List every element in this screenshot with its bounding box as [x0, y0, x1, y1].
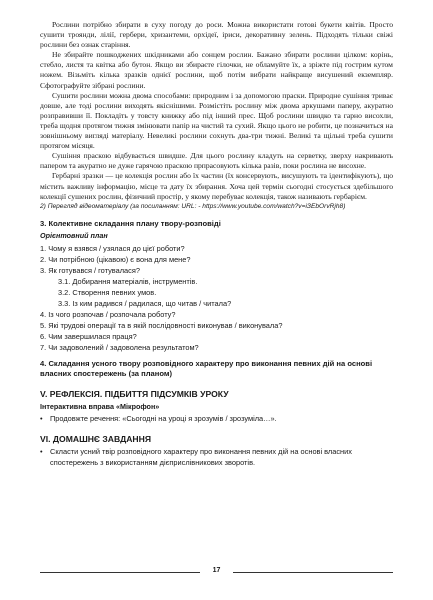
plan-item: 5. Які трудові операції та в якій послідовності виконував / виконувала?: [40, 320, 283, 330]
bullet-icon: •: [40, 413, 43, 423]
page-footer: [40, 566, 393, 578]
bullet-icon: •: [40, 447, 43, 457]
homework-bullet: [40, 447, 393, 468]
plan-item: 7. Чи задоволений / задоволена результатом?: [40, 342, 199, 352]
footer-divider: [233, 572, 393, 573]
bullet-text: Скласти усний твір розповідного характеру про виконання певних дій на основі власних спостережень з використанням дієприслівникових зворотів.: [50, 447, 352, 467]
paragraph: Сушіння праскою відбувається швидше. Для цього рослину кладуть на серветку, зверху накривають папером та акуратно не дуже гарячою праскою прпрасовують кілька разів, поки рослина не висохне.: [40, 151, 393, 171]
paragraph: Не збирайте пошкоджених шкідниками або сонцем рослин. Бажано збирати рослини цілком: корінь, стебло, листя та квітка або бутон. Якщо ви збираєте гілочки, не обламуйте їх, а зріжте під гострим кутом ножем. Візьміть кілька зразків однієї рослини, щоб потім вибрати найкраще висушений екземпляр. Сфотографуйте зібрані рослини.: [40, 50, 393, 90]
paragraph: Рослини потрібно збирати в суху погоду до роси. Можна використати готові букети квітів. Просто сушити троянди, лілії, гербери, хризантеми, орхідеї, іриси, декоративну зелень. Підходять тільки свіжі рослини без ознак старіння.: [40, 20, 393, 50]
reflection-bullet: [40, 414, 393, 425]
plan-item: 2. Чи потрібною (цікавою) є вона для мене?: [40, 254, 191, 264]
page-number: 17: [212, 567, 221, 574]
plan-item: 6. Чим завершилася праця?: [40, 331, 137, 341]
plan-item: 1. Чому я взявся / узялася до цієї роботи?: [40, 243, 185, 253]
plan-item: 3. Як готувався / готувалася?: [40, 265, 140, 275]
paragraph: Сушити рослини можна двома способами: природним і за допомогою праски. Природне сушіння триває довше, але тоді рослини виходять якіснішими. Розмістіть рослину між двома аркушами паперу, акуратно розправивши її. Покладіть у товсту книжку або під інший прес. Щоб рослини швидко та гарно висохли, треба щодня протягом тижня змінювати папір на чистий та сухий. Якщо цього не робити, це позначиться на зовнішньому вигляді матеріалу. Невеликі рослини сохнуть два-три тижні. Великі та щільні треба сушити протягом місяця.: [40, 90, 393, 151]
bullet-text: Продовжте речення: «Сьогодні на уроці я зрозумів / зрозуміла…».: [50, 413, 277, 423]
section-6-heading: VI. ДОМАШНЄ ЗАВДАННЯ: [40, 434, 152, 445]
section-3-heading: 3. Колективне складання плану твору-розповіді: [40, 218, 221, 228]
exercise-title: Інтерактивна вправа «Мікрофон»: [40, 401, 160, 411]
plan-title: Орієнтовний план: [40, 230, 108, 240]
paragraph: Гербарні зразки — це колекція рослин або їх частин (їх консервують, висушують та ідентифікують), що містить важливу інформацію, місце та дату їх збирання. Хоча цей термін сьогодні стосується здебільшого колекції сушених рослин, фізичний простір, у якому перебуває колекція, також називають гербарієм.: [40, 171, 393, 201]
plan-subitem: 3.1. Добирання матеріалів, інструментів.: [58, 276, 198, 286]
section-4-heading: 4. Складання усного твору розповідного характеру про виконання певних дій на основі власних спостережень (за планом): [40, 358, 373, 378]
plan-subitem: 3.2. Створення певних умов.: [58, 287, 157, 297]
video-note: 2) Перегляд відеоматеріалу (за посиланням: URL: - https://www.youtube.com/watch?v=iЗEbOrvRjh8): [40, 202, 346, 210]
intro-text: [40, 20, 393, 212]
plan-list: [40, 243, 393, 353]
plan-item: 4. Із чого розпочав / розпочала роботу?: [40, 309, 176, 319]
section-5-heading: V. РЕФЛЕКСІЯ. ПІДБИТТЯ ПІДСУМКІВ УРОКУ: [40, 388, 229, 399]
plan-subitem: 3.3. Із ким радився / радилася, що читав / читала?: [58, 298, 232, 308]
